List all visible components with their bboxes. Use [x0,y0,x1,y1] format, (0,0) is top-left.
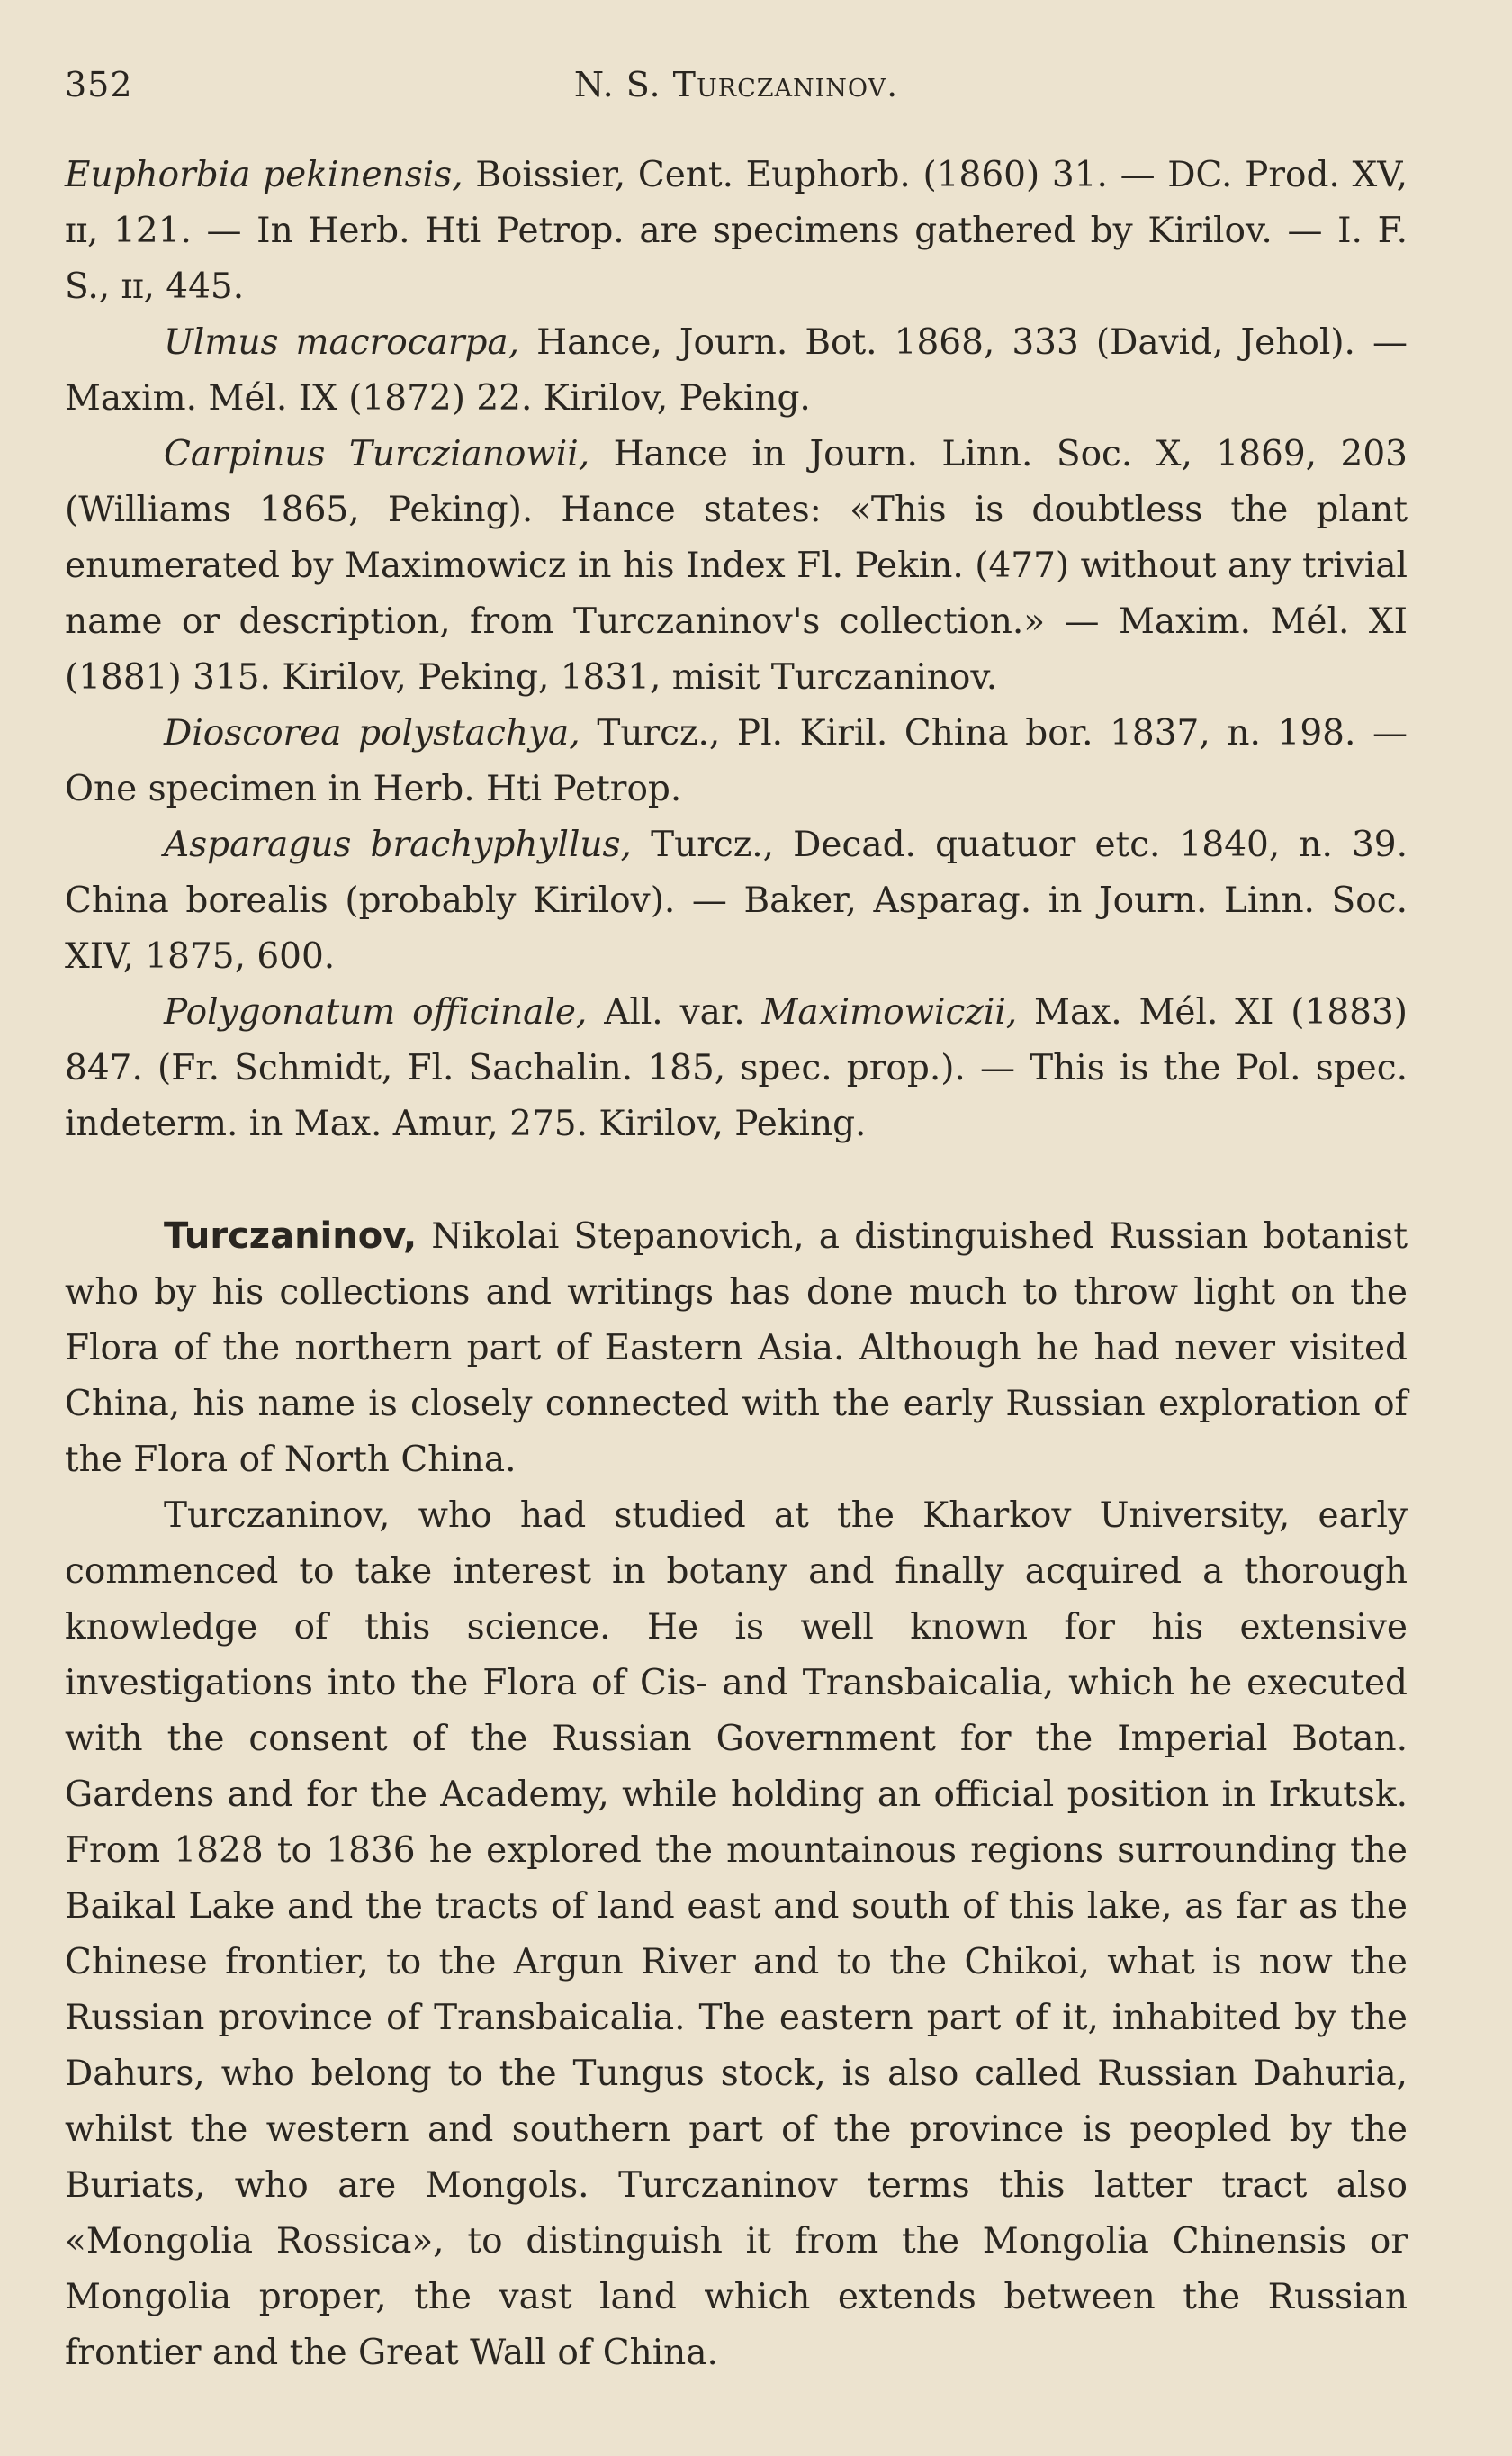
entry-text: Hance, Journ. Bot. 1868, 333 (David, Jehol). — Maxim. Mél. IX (1872) 22. Kirilov, Peking. [65,322,1408,419]
entry-text: Hance in Journ. Linn. Soc. X, 1869, 203 (Williams 1865, Peking). Hance states: «This is doubtless the plant enumerated by Maximowicz in his Index Fl. Pekin. (477) without any trivial name or description, from Turczaninov's collection.» — Maxim. Mél. XI (1881) 315. Kirilov, Peking, 1831, misit Turczaninov. [65,434,1408,698]
entry-polygonatum [65,985,1408,1152]
entry-ulmus [65,315,1408,427]
species-name: Dioscorea polystachya, [164,713,580,754]
entry-text: Boissier, Cent. Euphorb. (1860) 31. — DC. Prod. XV, ɪɪ, 121. — In Herb. Hti Petrop. are specimens gathered by Kirilov. — I. F. S., ɪɪ, 445. [65,155,1408,307]
entry-euphorbia [65,148,1408,315]
biography-paragraph-2: Turczaninov, who had studied at the Kharkov University, early commenced to take interest in botany and finally acquired a thorough knowledge of this science. He is well known for his extensive investigations into the Flora of Cis- and Transbaicalia, which he executed with the consent of the Russian Government for the Imperial Botan. Gardens and for the Academy, while holding an official position in Irkutsk. From 1828 to 1836 he explored the mountainous regions surrounding the Baikal Lake and the tracts of land east and south of this lake, as far as the Chinese frontier, to the Argun River and to the Chikoi, what is now the Russian province of Transbaicalia. The eastern part of it, inhabited by the Dahurs, who belong to the Tungus stock, is also called Russian Dahuria, whilst the western and southern part of the province is peopled by the Buriats, who are Mongols. Turczaninov terms this latter tract also «Mongolia Rossica», to distinguish it from the Mongolia Chinensis or Mongolia proper, the vast land which extends between the Russian frontier and the Great Wall of China. [65,1495,1408,2373]
species-name: Ulmus macrocarpa, [164,322,520,363]
entry-asparagus [65,817,1408,985]
biography-paragraph-1 [65,1208,1408,1488]
running-head [65,65,1408,115]
species-name: Euphorbia pekinensis, [65,155,464,195]
biography-section [65,1208,1408,2381]
entry-dioscorea [65,706,1408,817]
entry-text: Turcz., Pl. Kiril. China bor. 1837, n. 198. — One specimen in Herb. Hti Petrop. [65,713,1408,809]
species-entries [65,148,1408,1152]
species-name: Polygonatum officinale, [164,992,588,1033]
variety-name: Maximowiczii, [761,992,1018,1033]
species-name: Asparagus brachyphyllus, [164,825,632,865]
page-number: 352 [65,65,133,104]
entry-text: All. var. [587,992,762,1033]
species-name: Carpinus Turczianowii, [164,434,590,474]
running-title: N. S. Turczaninov. [573,65,899,104]
biography-heading: Turczaninov, [164,1215,418,1257]
entry-text: Max. Mél. XI (1883) 847. (Fr. Schmidt, Fl. Sachalin. 185, spec. prop.). — This is the Pol. spec. indeterm. in Max. Amur, 275. Kirilov, Peking. [65,992,1408,1144]
entry-text: Turcz., Decad. quatuor etc. 1840, n. 39. China borealis (probably Kirilov). — Baker, Asparag. in Journ. Linn. Soc. XIV, 1875, 600. [65,825,1408,977]
biography-text: Nikolai Stepanovich, a distinguished Russian botanist who by his collections and writings has done much to throw light on the Flora of the northern part of Eastern Asia. Although he had never visited China, his name is closely connected with the early Russian exploration of the Flora of North China. [65,1216,1408,1480]
entry-carpinus [65,427,1408,706]
